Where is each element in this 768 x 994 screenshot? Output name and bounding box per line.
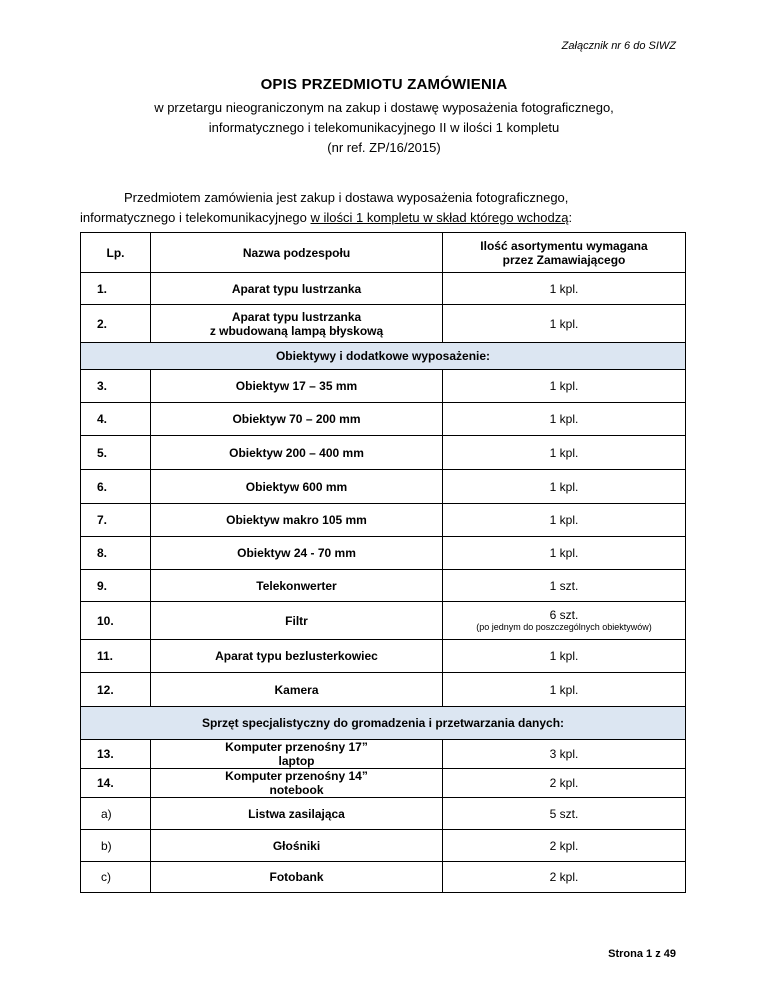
section-row-equipment: [81, 707, 686, 740]
row-qty: 2 kpl.: [443, 769, 686, 798]
row-qty: 1 kpl.: [443, 436, 686, 470]
row-name: Obiektyw 70 – 200 mm: [151, 403, 443, 436]
table-row: [81, 537, 686, 570]
row-name: Głośniki: [151, 830, 443, 862]
table-row: [81, 436, 686, 470]
row-lp: 7.: [81, 504, 151, 537]
row-name-line-1: Aparat typu lustrzanka: [231, 309, 362, 324]
row-lp: 1.: [81, 273, 151, 305]
row-qty: 1 kpl.: [443, 673, 686, 707]
header-lp: Lp.: [81, 233, 151, 273]
row-name-line-1: Komputer przenośny 14”: [225, 769, 368, 783]
row-name: [151, 305, 443, 343]
row-qty: 1 kpl.: [443, 403, 686, 436]
row-qty: 2 kpl.: [443, 862, 686, 893]
table-row: [81, 504, 686, 537]
table-row: [81, 403, 686, 436]
row-lp: a): [81, 798, 151, 830]
table-row: [81, 798, 686, 830]
row-name: Obiektyw 600 mm: [151, 470, 443, 504]
table-row: [81, 640, 686, 673]
subtitle-line-2: informatycznego i telekomunikacyjnego II w ilości 1 kompletu: [208, 120, 560, 135]
table-row: [81, 673, 686, 707]
table-row: [81, 273, 686, 305]
header-qty-line-2: przez Zamawiającego: [502, 252, 626, 267]
row-lp: 4.: [81, 403, 151, 436]
row-name: Fotobank: [151, 862, 443, 893]
subtitle-line-1: w przetargu nieograniczonym na zakup i dostawę wyposażenia fotograficznego,: [154, 100, 614, 115]
row-lp: c): [81, 862, 151, 893]
table-row: [81, 370, 686, 403]
row-name: Obiektyw makro 105 mm: [151, 504, 443, 537]
table-row: [81, 740, 686, 769]
row-name: Aparat typu bezlusterkowiec: [151, 640, 443, 673]
section-title: Obiektywy i dodatkowe wyposażenie:: [81, 343, 686, 370]
annex-label: Załącznik nr 6 do SIWZ: [561, 40, 676, 52]
table-row: [81, 769, 686, 798]
row-lp: 12.: [81, 673, 151, 707]
row-qty: 1 kpl.: [443, 370, 686, 403]
items-table: [80, 232, 686, 893]
table-row: [81, 305, 686, 343]
header-qty-line-1: Ilość asortymentu wymagana: [480, 238, 648, 253]
intro-paragraph: [80, 188, 684, 228]
section-row-lenses: [81, 343, 686, 370]
row-name-line-2: notebook: [269, 783, 324, 797]
row-name: Obiektyw 200 – 400 mm: [151, 436, 443, 470]
row-name: [151, 769, 443, 798]
row-name: Filtr: [151, 602, 443, 640]
document-subtitle: [0, 98, 768, 158]
row-name: Kamera: [151, 673, 443, 707]
row-name: Aparat typu lustrzanka: [151, 273, 443, 305]
row-qty: 2 kpl.: [443, 830, 686, 862]
row-qty: 1 kpl.: [443, 640, 686, 673]
row-name-line-1: Komputer przenośny 17”: [225, 740, 368, 754]
row-lp: 10.: [81, 602, 151, 640]
row-lp: 5.: [81, 436, 151, 470]
row-lp: 3.: [81, 370, 151, 403]
row-qty: 1 kpl.: [443, 504, 686, 537]
row-name: Obiektyw 24 - 70 mm: [151, 537, 443, 570]
table-row: [81, 470, 686, 504]
row-qty: 3 kpl.: [443, 740, 686, 769]
intro-line-2: informatycznego i telekomunikacyjnego: [80, 210, 311, 225]
row-qty: 1 kpl.: [443, 305, 686, 343]
row-qty: 5 szt.: [443, 798, 686, 830]
row-qty: [443, 602, 686, 640]
row-lp: 2.: [81, 305, 151, 343]
table-row: [81, 602, 686, 640]
row-name-line-2: z wbudowaną lampą błyskową: [209, 323, 384, 338]
table-row: [81, 862, 686, 893]
row-lp: 6.: [81, 470, 151, 504]
header-name: Nazwa podzespołu: [151, 233, 443, 273]
row-lp: 11.: [81, 640, 151, 673]
table-row: [81, 570, 686, 602]
row-qty: 1 szt.: [443, 570, 686, 602]
intro-line-2-end: :: [568, 210, 573, 225]
row-qty-note: (po jednym do poszczególnych obiektywów): [476, 622, 652, 632]
row-name: Obiektyw 17 – 35 mm: [151, 370, 443, 403]
page-number: Strona 1 z 49: [608, 948, 676, 960]
row-name: [151, 740, 443, 769]
header-qty: [443, 233, 686, 273]
row-lp: 9.: [81, 570, 151, 602]
row-qty-value: 6 szt.: [549, 608, 579, 622]
row-lp: 13.: [81, 740, 151, 769]
table-header-row: [81, 233, 686, 273]
row-lp: 14.: [81, 769, 151, 798]
intro-line-2-underlined: w ilości 1 kompletu w skład którego wchodzą: [310, 210, 569, 225]
document-title: OPIS PRZEDMIOTU ZAMÓWIENIA: [260, 76, 508, 93]
row-name-line-2: laptop: [278, 754, 315, 768]
row-lp: b): [81, 830, 151, 862]
intro-line-1: Przedmiotem zamówienia jest zakup i dostawa wyposażenia fotograficznego,: [124, 190, 569, 205]
section-title: Sprzęt specjalistyczny do gromadzenia i przetwarzania danych:: [81, 707, 686, 740]
row-qty: 1 kpl.: [443, 470, 686, 504]
row-name: Telekonwerter: [151, 570, 443, 602]
row-name: Listwa zasilająca: [151, 798, 443, 830]
row-lp: 8.: [81, 537, 151, 570]
row-qty: 1 kpl.: [443, 537, 686, 570]
table-row: [81, 830, 686, 862]
subtitle-line-3: (nr ref. ZP/16/2015): [327, 140, 441, 155]
row-qty: 1 kpl.: [443, 273, 686, 305]
